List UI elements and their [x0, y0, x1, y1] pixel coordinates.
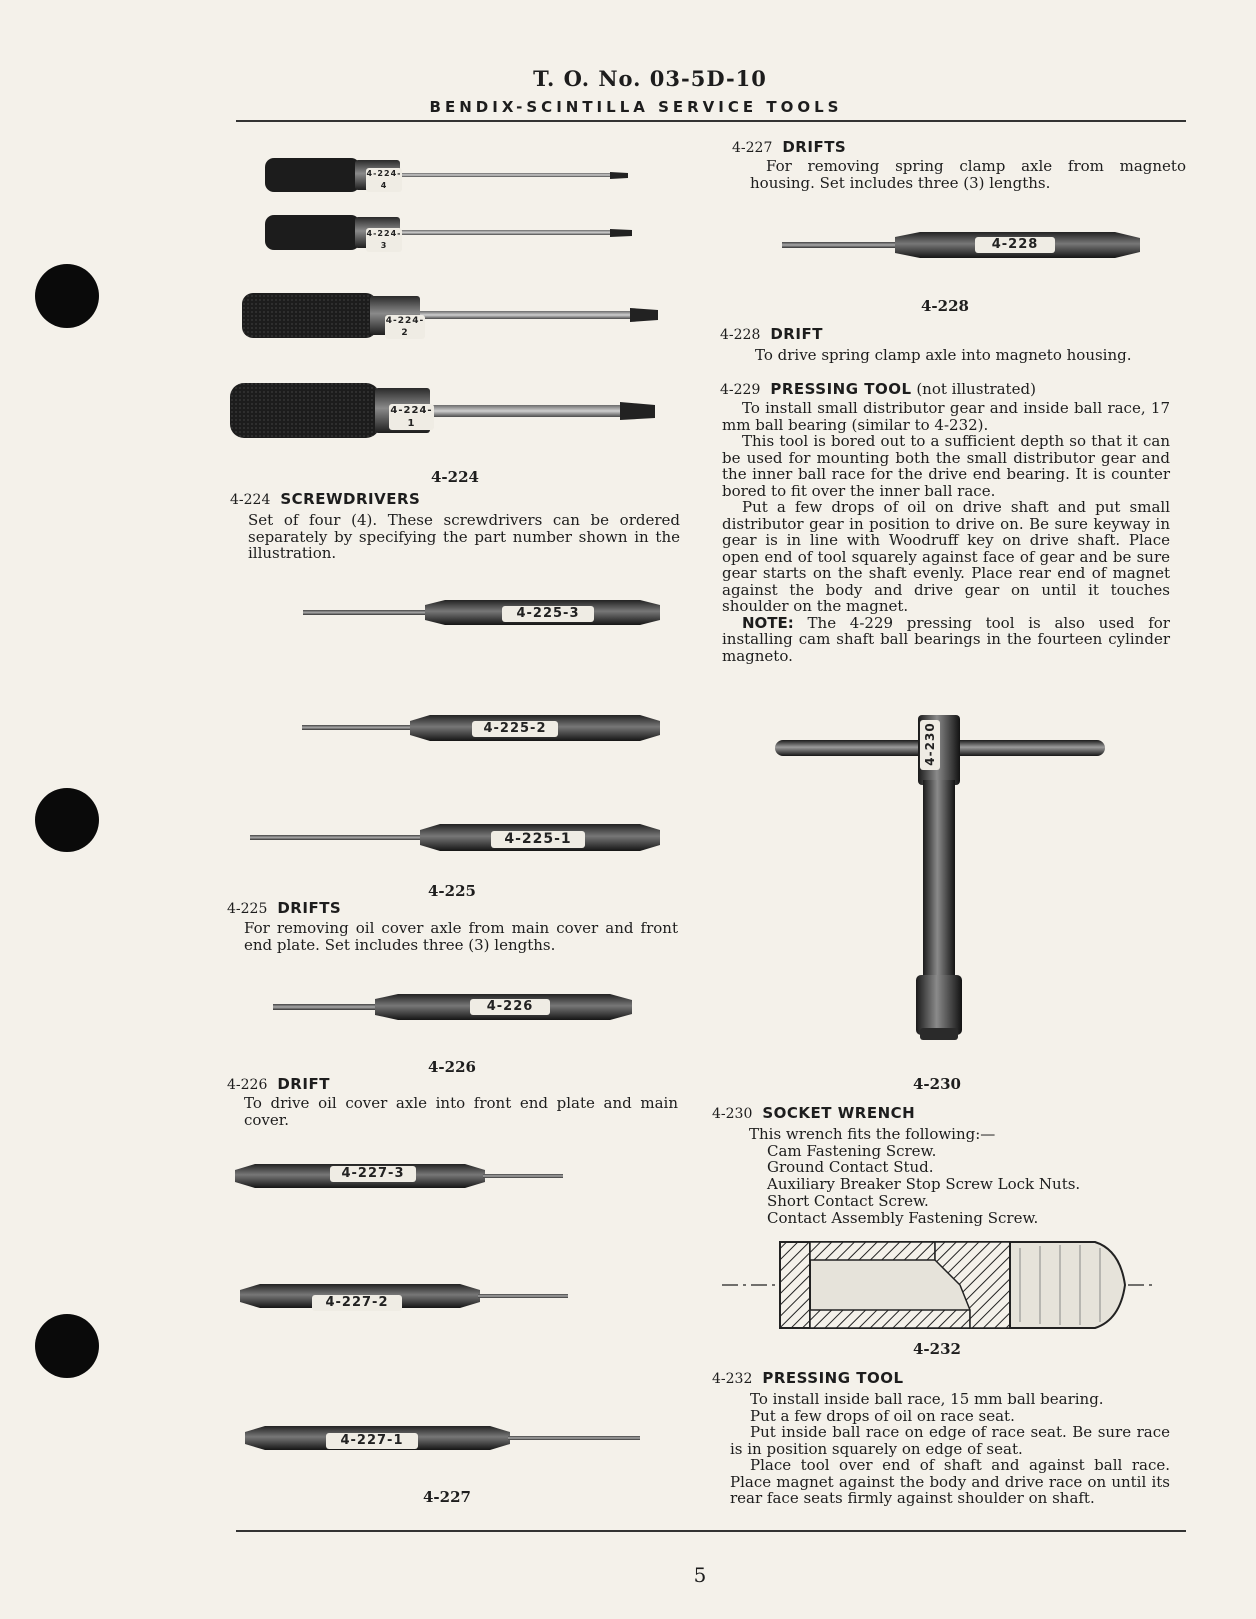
tool-label: 4-228: [975, 237, 1055, 253]
tool-label: 4-225-2: [472, 721, 558, 737]
section-title: DRIFTS: [782, 138, 847, 156]
tool-label: 4-224-4: [366, 169, 402, 190]
tool-label: 4-227-1: [326, 1433, 418, 1449]
screwdrivers-illustration: [230, 150, 690, 460]
header-rule: [236, 120, 1186, 122]
figure-caption: 4-226: [428, 1058, 476, 1076]
list-item: Contact Assembly Fastening Screw.: [767, 1208, 1039, 1227]
binder-hole: [35, 1314, 99, 1378]
note-paragraph: NOTE: The 4-229 pressing tool is also used for installing cam shaft ball bearings in the fourteen cylinder magneto.: [722, 613, 1170, 665]
section-title: DRIFT: [277, 1075, 330, 1093]
section-text: To install inside ball race, 15 mm ball bearing. Put a few drops of oil on race seat. Put inside ball race on edge of race seat. Be sure race is in position squarely on edge of seat. Place tool over end of shaft and against ball race. Place magnet against the body and drive race on until its rear face seats firmly against shoulder on shaft.: [730, 1390, 1170, 1507]
section-number: 4-227: [732, 140, 773, 156]
section-title: SOCKET WRENCH: [762, 1104, 916, 1122]
drift-4-228-illustration: [780, 230, 1145, 260]
section-number: 4-228: [720, 327, 761, 343]
tool-label: 4-230: [920, 720, 940, 770]
figure-caption: 4-224: [431, 468, 479, 486]
section-heading: [720, 380, 1036, 398]
section-text: To drive oil cover axle into front end plate and main cover.: [244, 1094, 678, 1129]
list-item: Cam Fastening Screw.: [767, 1141, 937, 1160]
drift-4-226-illustration: [270, 993, 640, 1023]
tool-label: 4-227-3: [330, 1166, 416, 1182]
section-heading: [227, 1075, 330, 1093]
section-number: 4-230: [712, 1106, 753, 1122]
section-number: 4-226: [227, 1077, 268, 1093]
section-title: DRIFT: [770, 325, 823, 343]
screwdriver-4-224-4: [265, 158, 628, 192]
drift-4-227-1: [245, 1426, 640, 1450]
screwdriver-4-224-3: [265, 215, 632, 250]
screwdriver-4-224-1: [230, 383, 655, 438]
tool-label: 4-224-2: [385, 316, 425, 338]
figure-caption: 4-230: [913, 1075, 961, 1093]
list-item: Short Contact Screw.: [767, 1191, 929, 1210]
page-number: 5: [693, 1563, 707, 1587]
binder-hole: [35, 264, 99, 328]
technical-order-number: T. O. No. 03-5D-10: [533, 66, 767, 91]
section-text: To install small distributor gear and inside ball race, 17 mm ball bearing (similar to 4-232). This tool is bored out to a sufficient depth so that it can be used for mounting both the small distributor gear and the inner ball race for the drive end bearing. It is counter bored to fit over the inner ball race. Put a few drops of oil on drive shaft and put small distributor gear in position to drive on. Be sure keyway in gear is in line with Woodruff key on drive shaft. Place open end of tool squarely against face of gear and be sure gear starts on the shaft evenly. Place rear end of magnet against the body and drive gear on until it touches shoulder on the magnet. NOTE: The 4-229 pressing tool is also used for installing cam shaft ball bearings in the fourteen cylinder magneto.: [722, 399, 1170, 665]
section-title: SCREWDRIVERS: [280, 490, 421, 508]
section-text: To drive spring clamp axle into magneto housing.: [755, 346, 1132, 364]
section-heading: [720, 325, 823, 343]
figure-caption: 4-227: [423, 1488, 471, 1506]
figure-caption: 4-232: [913, 1340, 961, 1358]
tool-label: 4-227-2: [312, 1295, 402, 1311]
tool-label: 4-226: [470, 999, 550, 1015]
section-title: PRESSING TOOL: [762, 1369, 904, 1387]
section-title: DRIFTS: [277, 899, 342, 917]
section-number: 4-224: [230, 492, 271, 508]
drift-4-227-2: [240, 1284, 568, 1308]
tool-label: 4-224-3: [366, 229, 402, 250]
screwdriver-4-224-2: [242, 293, 658, 338]
section-heading: [227, 899, 341, 917]
drift-4-225-3: [303, 600, 660, 625]
section-subtitle: (not illustrated): [916, 380, 1036, 398]
list-item: Ground Contact Stud.: [767, 1158, 934, 1177]
section-text: This wrench fits the following:— Cam Fastening Screw. Ground Contact Stud. Auxiliary Breaker Stop Screw Lock Nuts. Short Contact Screw. Contact Assembly Fastening Screw.: [749, 1126, 1169, 1226]
section-text: For removing oil cover axle from main cover and front end plate. Set includes three (3) lengths.: [244, 919, 678, 954]
section-number: 4-232: [712, 1371, 753, 1387]
section-number: 4-229: [720, 382, 761, 398]
section-text: Set of four (4). These screwdrivers can be ordered separately by specifying the part number shown in the illustration.: [248, 511, 680, 562]
socket-wrench-illustration: [770, 710, 1110, 1045]
section-text: For removing spring clamp axle from magneto housing. Set includes three (3) lengths.: [750, 157, 1186, 192]
figure-caption: 4-228: [921, 297, 969, 315]
figure-caption: 4-225: [428, 882, 476, 900]
section-title: PRESSING TOOL: [770, 380, 912, 398]
binder-hole: [35, 788, 99, 852]
drifts-4-225-illustration: [240, 595, 670, 855]
drift-4-225-1: [250, 824, 660, 851]
section-heading: [230, 490, 420, 508]
tool-label: 4-224-1: [390, 405, 433, 429]
list-item: Auxiliary Breaker Stop Screw Lock Nuts.: [767, 1175, 1081, 1194]
section-number: 4-225: [227, 901, 268, 917]
pressing-tool-4-232-drawing: [720, 1240, 1160, 1332]
tool-label: 4-225-3: [502, 606, 594, 622]
section-heading: [712, 1369, 904, 1387]
section-heading: [712, 1104, 915, 1122]
section-heading: [732, 138, 846, 156]
footer-rule: [236, 1530, 1186, 1532]
tool-label: 4-225-1: [491, 831, 585, 848]
page-series-title: BENDIX-SCINTILLA SERVICE TOOLS: [429, 98, 843, 116]
drifts-4-227-illustration: [235, 1160, 655, 1450]
